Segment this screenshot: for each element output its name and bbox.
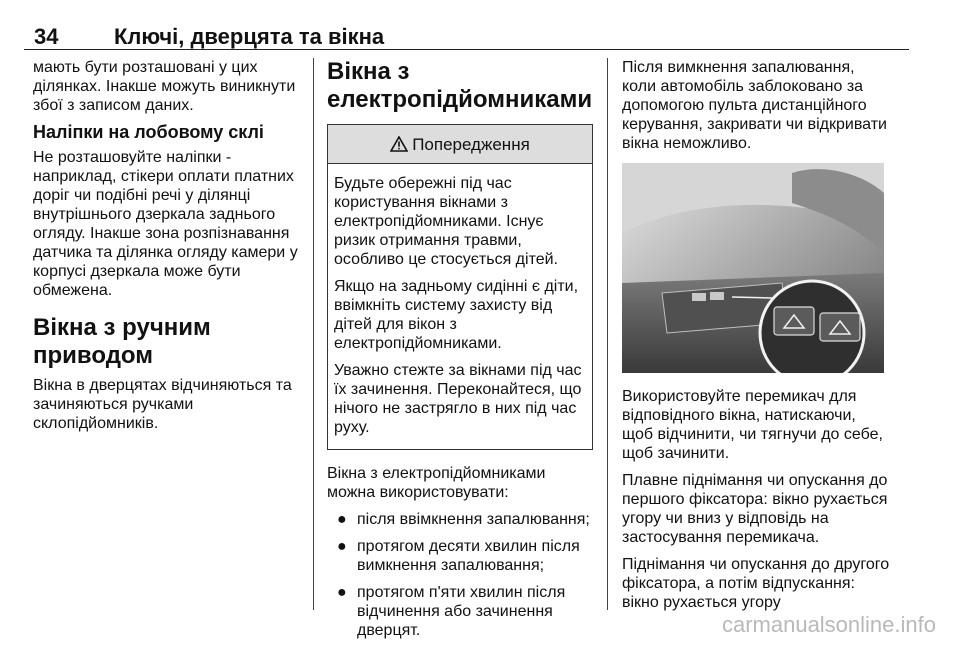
bullet-icon: ● — [337, 584, 347, 601]
switch-paragraph: Використовуйте перемикач для відповідного вікна, натискаючи, щоб відчинити, чи тягнучи до себе, щоб зачинити. — [622, 388, 883, 462]
bullet-icon: ● — [337, 538, 347, 555]
list-item: ● протягом десяти хвилин після вимкнення запалювання; — [337, 538, 580, 574]
second-detent-paragraph: Піднімання чи опускання до другого фіксатора, а потім відпускання: вікно рухається угору — [622, 556, 890, 611]
manual-windows-heading: Вікна з ручним приводом — [33, 314, 211, 369]
column-3 — [622, 58, 890, 620]
usage-intro: Вікна з електропідйомниками можна використовувати: — [327, 465, 546, 501]
warning-paragraph: Будьте обережні під час користування вікнами з електропідйомниками. Існує ризик отримання травми, особливо це стосується дітей. — [334, 175, 558, 268]
window-switch-photo — [622, 163, 884, 373]
page-header — [24, 10, 936, 50]
usage-list — [327, 510, 593, 640]
warning-title: Попередження — [412, 134, 530, 154]
column-1 — [33, 58, 301, 441]
watermark: carmanualsonline.info — [721, 612, 936, 637]
column-2 — [327, 58, 593, 648]
locked-paragraph: Після вимкнення запалювання, коли автомобіль заблоковано за допомогою пульта дистанційного керування, закривати чи відкривати вікна неможливо. — [622, 59, 887, 152]
bullet-icon: ● — [337, 511, 347, 528]
warning-header — [328, 125, 592, 164]
intro-paragraph: мають бути розташовані у цих ділянках. Інакше можуть виникнути збої з записом даних. — [33, 59, 296, 114]
column-divider-1 — [313, 58, 314, 610]
list-item: ● протягом п'яти хвилин після відчинення або зачинення дверцят. — [337, 584, 566, 639]
warning-box — [327, 124, 593, 450]
page-number: 34 — [34, 24, 59, 49]
list-item: ● після ввімкнення запалювання; — [337, 511, 590, 528]
warning-body — [328, 164, 592, 449]
warning-triangle-icon — [390, 136, 408, 152]
first-detent-paragraph: Плавне піднімання чи опускання до першого фіксатора: вікно рухається угору чи вниз у відповідь на застосування перемикача. — [622, 472, 888, 546]
stickers-paragraph: Не розташовуйте наліпки - наприклад, стікери оплати платних доріг чи подібні речі у ділянці внутрішнього дзеркала заднього огляду. Інакше зона розпізнавання датчика та ділянка огляду камери у корпусі дзеркала може бути обмежена. — [33, 149, 298, 299]
column-divider-2 — [607, 58, 608, 610]
manual-windows-paragraph: Вікна в дверцятах відчиняються та зачиняються ручками склопідйомників. — [33, 377, 292, 432]
page-title: Ключі, дверцята та вікна — [114, 24, 385, 49]
header-rule — [24, 49, 909, 50]
power-windows-heading: Вікна з електропідйомниками — [327, 58, 593, 113]
warning-paragraph: Уважно стежте за вікнами під час їх зачинення. Переконайтеся, що нічого не застрягло в них під час руху. — [334, 362, 582, 436]
stickers-heading: Наліпки на лобовому склі — [33, 122, 264, 142]
warning-paragraph: Якщо на задньому сидінні є діти, ввімкніть систему захисту від дітей для вікон з електропідйомниками. — [334, 278, 579, 352]
